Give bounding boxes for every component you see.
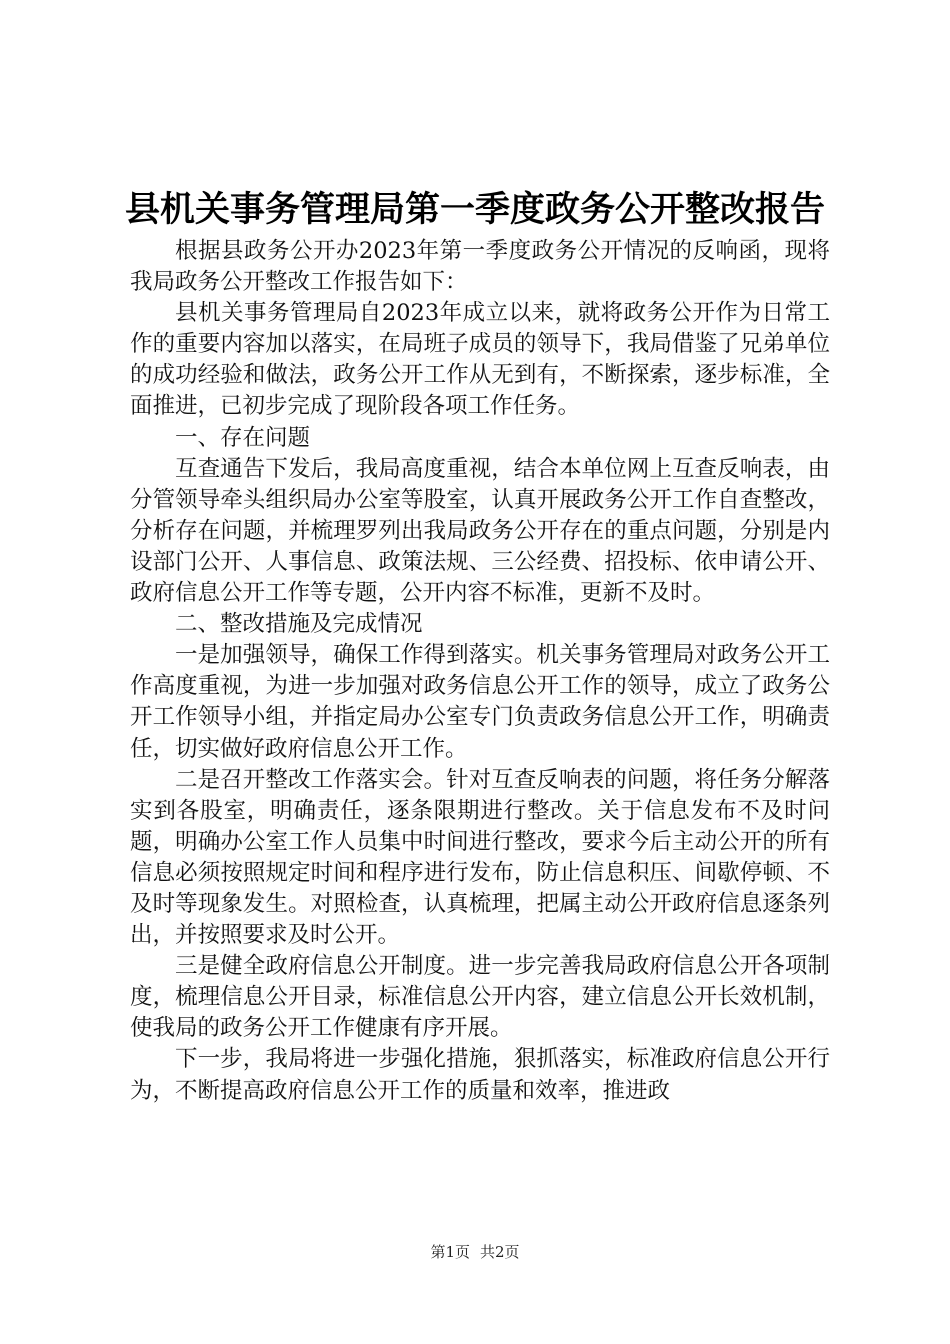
section-heading-measures: 二、整改措施及完成情况 [175, 611, 423, 638]
document-body [130, 236, 830, 1107]
page-footer [0, 1242, 950, 1262]
page-number-total: 共2页 [480, 1243, 520, 1261]
paragraph-next-steps: 下一步，我局将进一步强化措施，狠抓落实，标准政府信息公开行为，不断提高政府信息公开工作的质量和效率，推进政 [130, 1046, 830, 1104]
paragraph-problems: 互查通告下发后，我局高度重视，结合本单位网上互查反响表，由分管领导牵头组织局办公室等股室，认真开展政务公开工作自查整改，分析存在问题，并梳理罗列出我局政务公开存在的重点问题，分别是内设部门公开、人事信息、政策法规、三公经费、招投标、依申请公开、政府信息公开工作等专题，公开内容不标准，更新不及时。 [130, 455, 830, 607]
paragraph-measure-1: 一是加强领导，确保工作得到落实。机关事务管理局对政务公开工作高度重视，为进一步加强对政务信息公开工作的领导，成立了政务公开工作领导小组，并指定局办公室专门负责政务信息公开工作，明确责任，切实做好政府信息公开工作。 [130, 642, 830, 762]
page-number-current: 第1页 [430, 1243, 470, 1261]
paragraph-measure-3: 三是健全政府信息公开制度。进一步完善我局政府信息公开各项制度，梳理信息公开目录，标准信息公开内容，建立信息公开长效机制，使我局的政务公开工作健康有序开展。 [130, 953, 830, 1042]
paragraph-measure-2: 二是召开整改工作落实会。针对互查反响表的问题，将任务分解落实到各股室，明确责任，逐条限期进行整改。关于信息发布不及时问题，明确办公室工作人员集中时间进行整改，要求今后主动公开的所有信息必须按照规定时间和程序进行发布，防止信息积压、间歇停顿、不及时等现象发生。对照检查，认真梳理，把属主动公开政府信息逐条列出，并按照要求及时公开。 [130, 766, 830, 949]
paragraph-background: 县机关事务管理局自2023年成立以来，就将政务公开作为日常工作的重要内容加以落实，在局班子成员的领导下，我局借鉴了兄弟单位的成功经验和做法，政务公开工作从无到有，不断探索，逐步标准，全面推进，已初步完成了现阶段各项工作任务。 [130, 300, 830, 420]
paragraph-intro: 根据县政务公开办2023年第一季度政务公开情况的反响函，现将我局政务公开整改工作报告如下： [130, 238, 830, 296]
section-heading-problems: 一、存在问题 [175, 424, 311, 451]
document-title: 县机关事务管理局第一季度政务公开整改报告 [124, 190, 825, 230]
